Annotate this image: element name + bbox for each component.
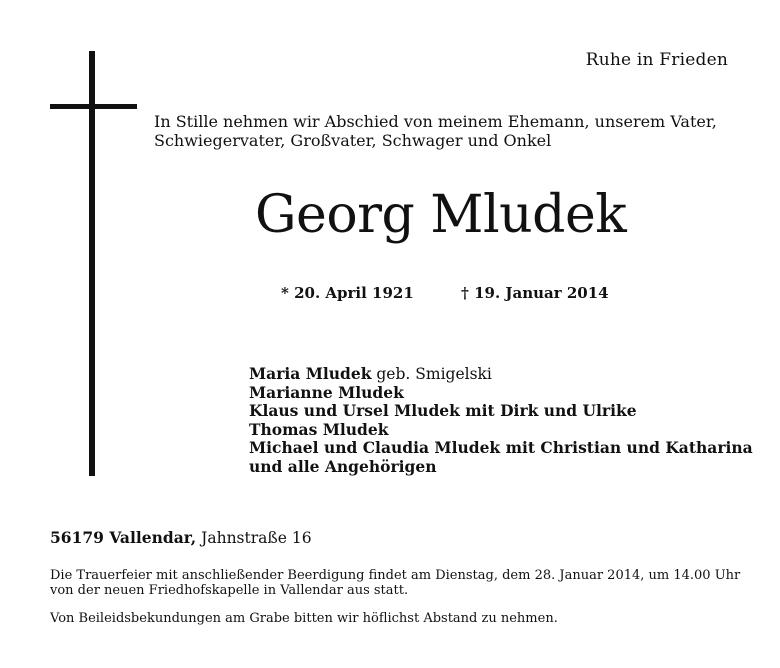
funeral-notice: Die Trauerfeier mit anschließender Beerdigung findet am Dienstag, dem 28. Januar 2014, um 14.00 Uhr von der neuen Friedhofskapelle in Vallendar aus statt.	[50, 568, 741, 598]
mourner-line: Klaus und Ursel Mludek mit Dirk und Ulrike	[249, 401, 637, 420]
death-date: † 19. Januar 2014	[461, 284, 609, 302]
mourner-maiden-name: geb. Smigelski	[371, 365, 492, 383]
address-city: 56179 Vallendar,	[50, 528, 197, 547]
motto-text: Ruhe in Frieden	[585, 50, 728, 70]
address-street: Jahnstraße 16	[196, 529, 312, 547]
mourner-line: Marianne Mludek	[249, 382, 404, 402]
mourner-line	[249, 365, 753, 384]
cross-vertical-bar	[89, 51, 95, 476]
mourner-line: und alle Angehörigen	[249, 456, 437, 476]
mourner-line: Thomas Mludek	[249, 419, 389, 439]
birth-date: * 20. April 1921	[281, 284, 414, 302]
mourners-list	[249, 365, 753, 476]
intro-text	[154, 112, 739, 150]
intro-line-2: Schwiegervater, Großvater, Schwager und Onkel	[154, 131, 552, 150]
address	[50, 528, 312, 547]
deceased-name: Georg Mludek	[255, 185, 627, 245]
mourner-name: Maria Mludek	[249, 364, 372, 383]
condolence-request: Von Beileidsbekundungen am Grabe bitten wir höflichst Abstand zu nehmen.	[50, 611, 558, 626]
intro-line-1: In Stille nehmen wir Abschied von meinem Ehemann, unserem Vater,	[154, 112, 717, 131]
cross-horizontal-bar	[50, 104, 137, 109]
mourner-line: Michael und Claudia Mludek mit Christian und Katharina	[249, 438, 753, 457]
